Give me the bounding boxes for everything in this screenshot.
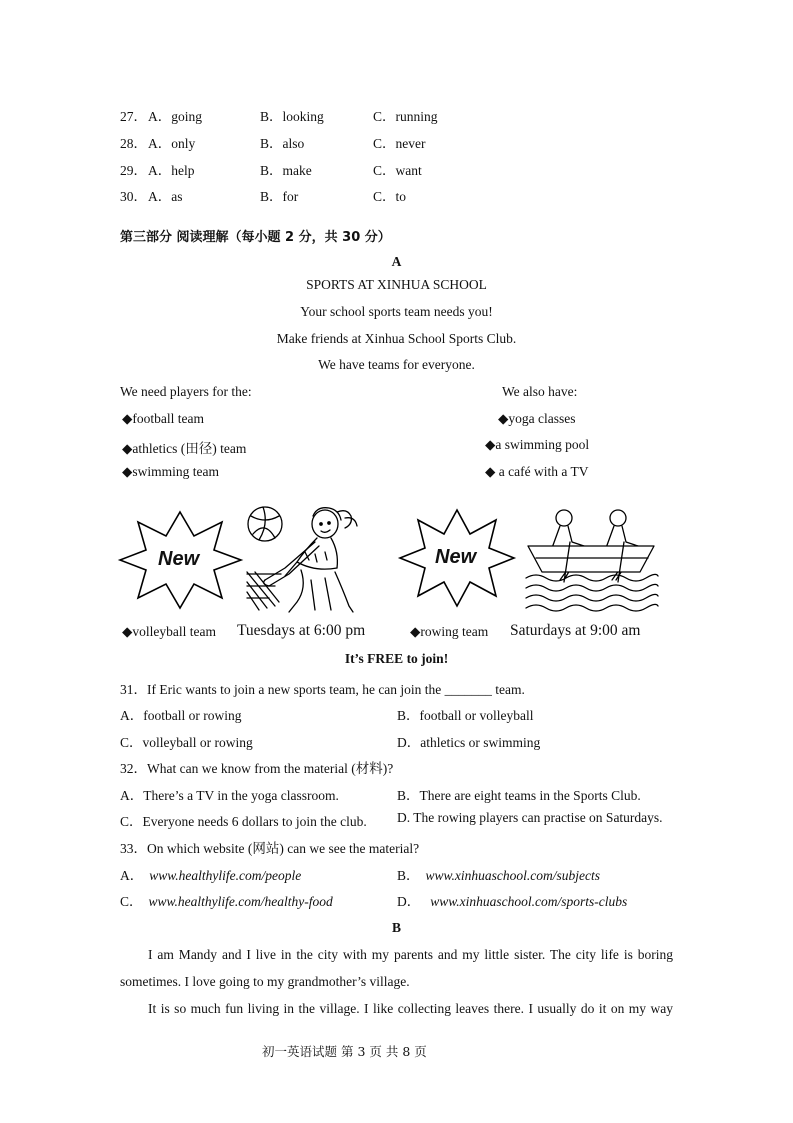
q33-option-d <box>397 890 627 910</box>
option-num: 30． <box>120 189 147 204</box>
new-badge-1-text: New <box>158 548 200 570</box>
q33-option-a <box>120 864 301 884</box>
q33-option-c-url: www.healthylife.com/healthy-food <box>148 894 333 909</box>
option-a: A．as <box>148 189 183 204</box>
left-item-athletics: ◆athletics (田径) team <box>122 441 247 456</box>
option-a: A．going <box>148 109 202 124</box>
q32-option-d: D. The rowing players can practise on Saturdays. <box>397 810 663 825</box>
q32-option-c: C．Everyone needs 6 dollars to join the club. <box>120 814 367 829</box>
option-num: 28． <box>120 136 147 151</box>
q33-option-c-prefix: C． <box>120 894 143 909</box>
free-to-join: It’s FREE to join! <box>344 651 449 666</box>
volleyball-team-label: ◆volleyball team <box>122 624 216 639</box>
option-b: B．make <box>260 163 312 178</box>
rowing-boat-illustration <box>524 506 660 616</box>
option-c: C．never <box>373 136 426 151</box>
option-num: 29． <box>120 163 147 178</box>
passage-b-letter: B <box>391 920 401 935</box>
q33-option-d-url: www.xinhuaschool.com/sports-clubs <box>430 894 628 909</box>
page-footer: 初一英语试题 第 3 页 共 8 页 <box>262 1044 427 1059</box>
option-a: A．help <box>148 163 195 178</box>
option-c: C．to <box>373 189 407 204</box>
q33-option-b <box>397 864 600 884</box>
passage-a-title: SPORTS AT XINHUA SCHOOL <box>306 277 487 292</box>
q32-option-a: A．There’s a TV in the yoga classroom. <box>120 788 339 803</box>
option-b: B．looking <box>260 109 324 124</box>
option-num: 27． <box>120 109 147 124</box>
option-b: B．for <box>260 189 299 204</box>
q31-option-b: B．football or volleyball <box>397 708 534 723</box>
left-item-swimming: ◆swimming team <box>122 464 219 479</box>
right-item-pool: ◆a swimming pool <box>485 437 590 452</box>
q33-option-a-url: www.healthylife.com/people <box>149 868 302 883</box>
passage-b-p1-line1: I am Mandy and I live in the city with my parents and my little sister. The city life is boring <box>148 947 673 962</box>
passage-a-line2: Make friends at Xinhua School Sports Club. <box>276 331 517 346</box>
option-b: B．also <box>260 136 305 151</box>
q33-stem: 33．On which website (网站) can we see the material? <box>120 841 420 856</box>
passage-b-p2-line1: It is so much fun living in the village. I like collecting leaves there. I usually do it on my way <box>148 1001 673 1016</box>
passage-b-p1-line2: sometimes. I love going to my grandmother’s village. <box>120 974 410 989</box>
q32-stem: 32．What can we know from the material (材料)? <box>120 761 394 776</box>
passage-a-line3: We have teams for everyone. <box>318 357 475 372</box>
right-item-yoga: ◆yoga classes <box>498 411 576 426</box>
passage-a-letter: A <box>391 254 402 269</box>
left-heading: We need players for the: <box>120 384 252 399</box>
q33-option-b-url: www.xinhuaschool.com/subjects <box>425 868 601 883</box>
q31-option-c: C．volleyball or rowing <box>120 735 253 750</box>
rowing-time: Saturdays at 9:00 am <box>510 622 641 639</box>
q31-option-a: A．football or rowing <box>120 708 242 723</box>
volleyball-player-illustration <box>245 502 363 614</box>
option-a: A．only <box>148 136 196 151</box>
q31-stem: 31．If Eric wants to join a new sports team, he can join the _______ team. <box>120 682 525 697</box>
right-heading: We also have: <box>502 384 578 399</box>
right-item-cafe: ◆ a café with a TV <box>485 464 589 479</box>
option-c: C．want <box>373 163 422 178</box>
passage-a-line1: Your school sports team needs you! <box>300 304 493 319</box>
left-item-football: ◆football team <box>122 411 204 426</box>
q31-option-d: D．athletics or swimming <box>397 735 541 750</box>
q33-option-b-prefix: B． <box>397 868 420 883</box>
rowing-team-label: ◆rowing team <box>410 624 489 639</box>
option-c: C．running <box>373 109 438 124</box>
q32-option-b: B．There are eight teams in the Sports Club. <box>397 788 641 803</box>
q33-option-d-prefix: D． <box>397 894 421 909</box>
q33-option-c <box>120 890 333 910</box>
volleyball-time: Tuesdays at 6:00 pm <box>237 622 366 639</box>
q33-option-a-prefix: A． <box>120 868 144 883</box>
section-heading: 第三部分 阅读理解（每小题 2 分，共 30 分） <box>120 230 391 245</box>
new-badge-2-text: New <box>435 546 477 568</box>
